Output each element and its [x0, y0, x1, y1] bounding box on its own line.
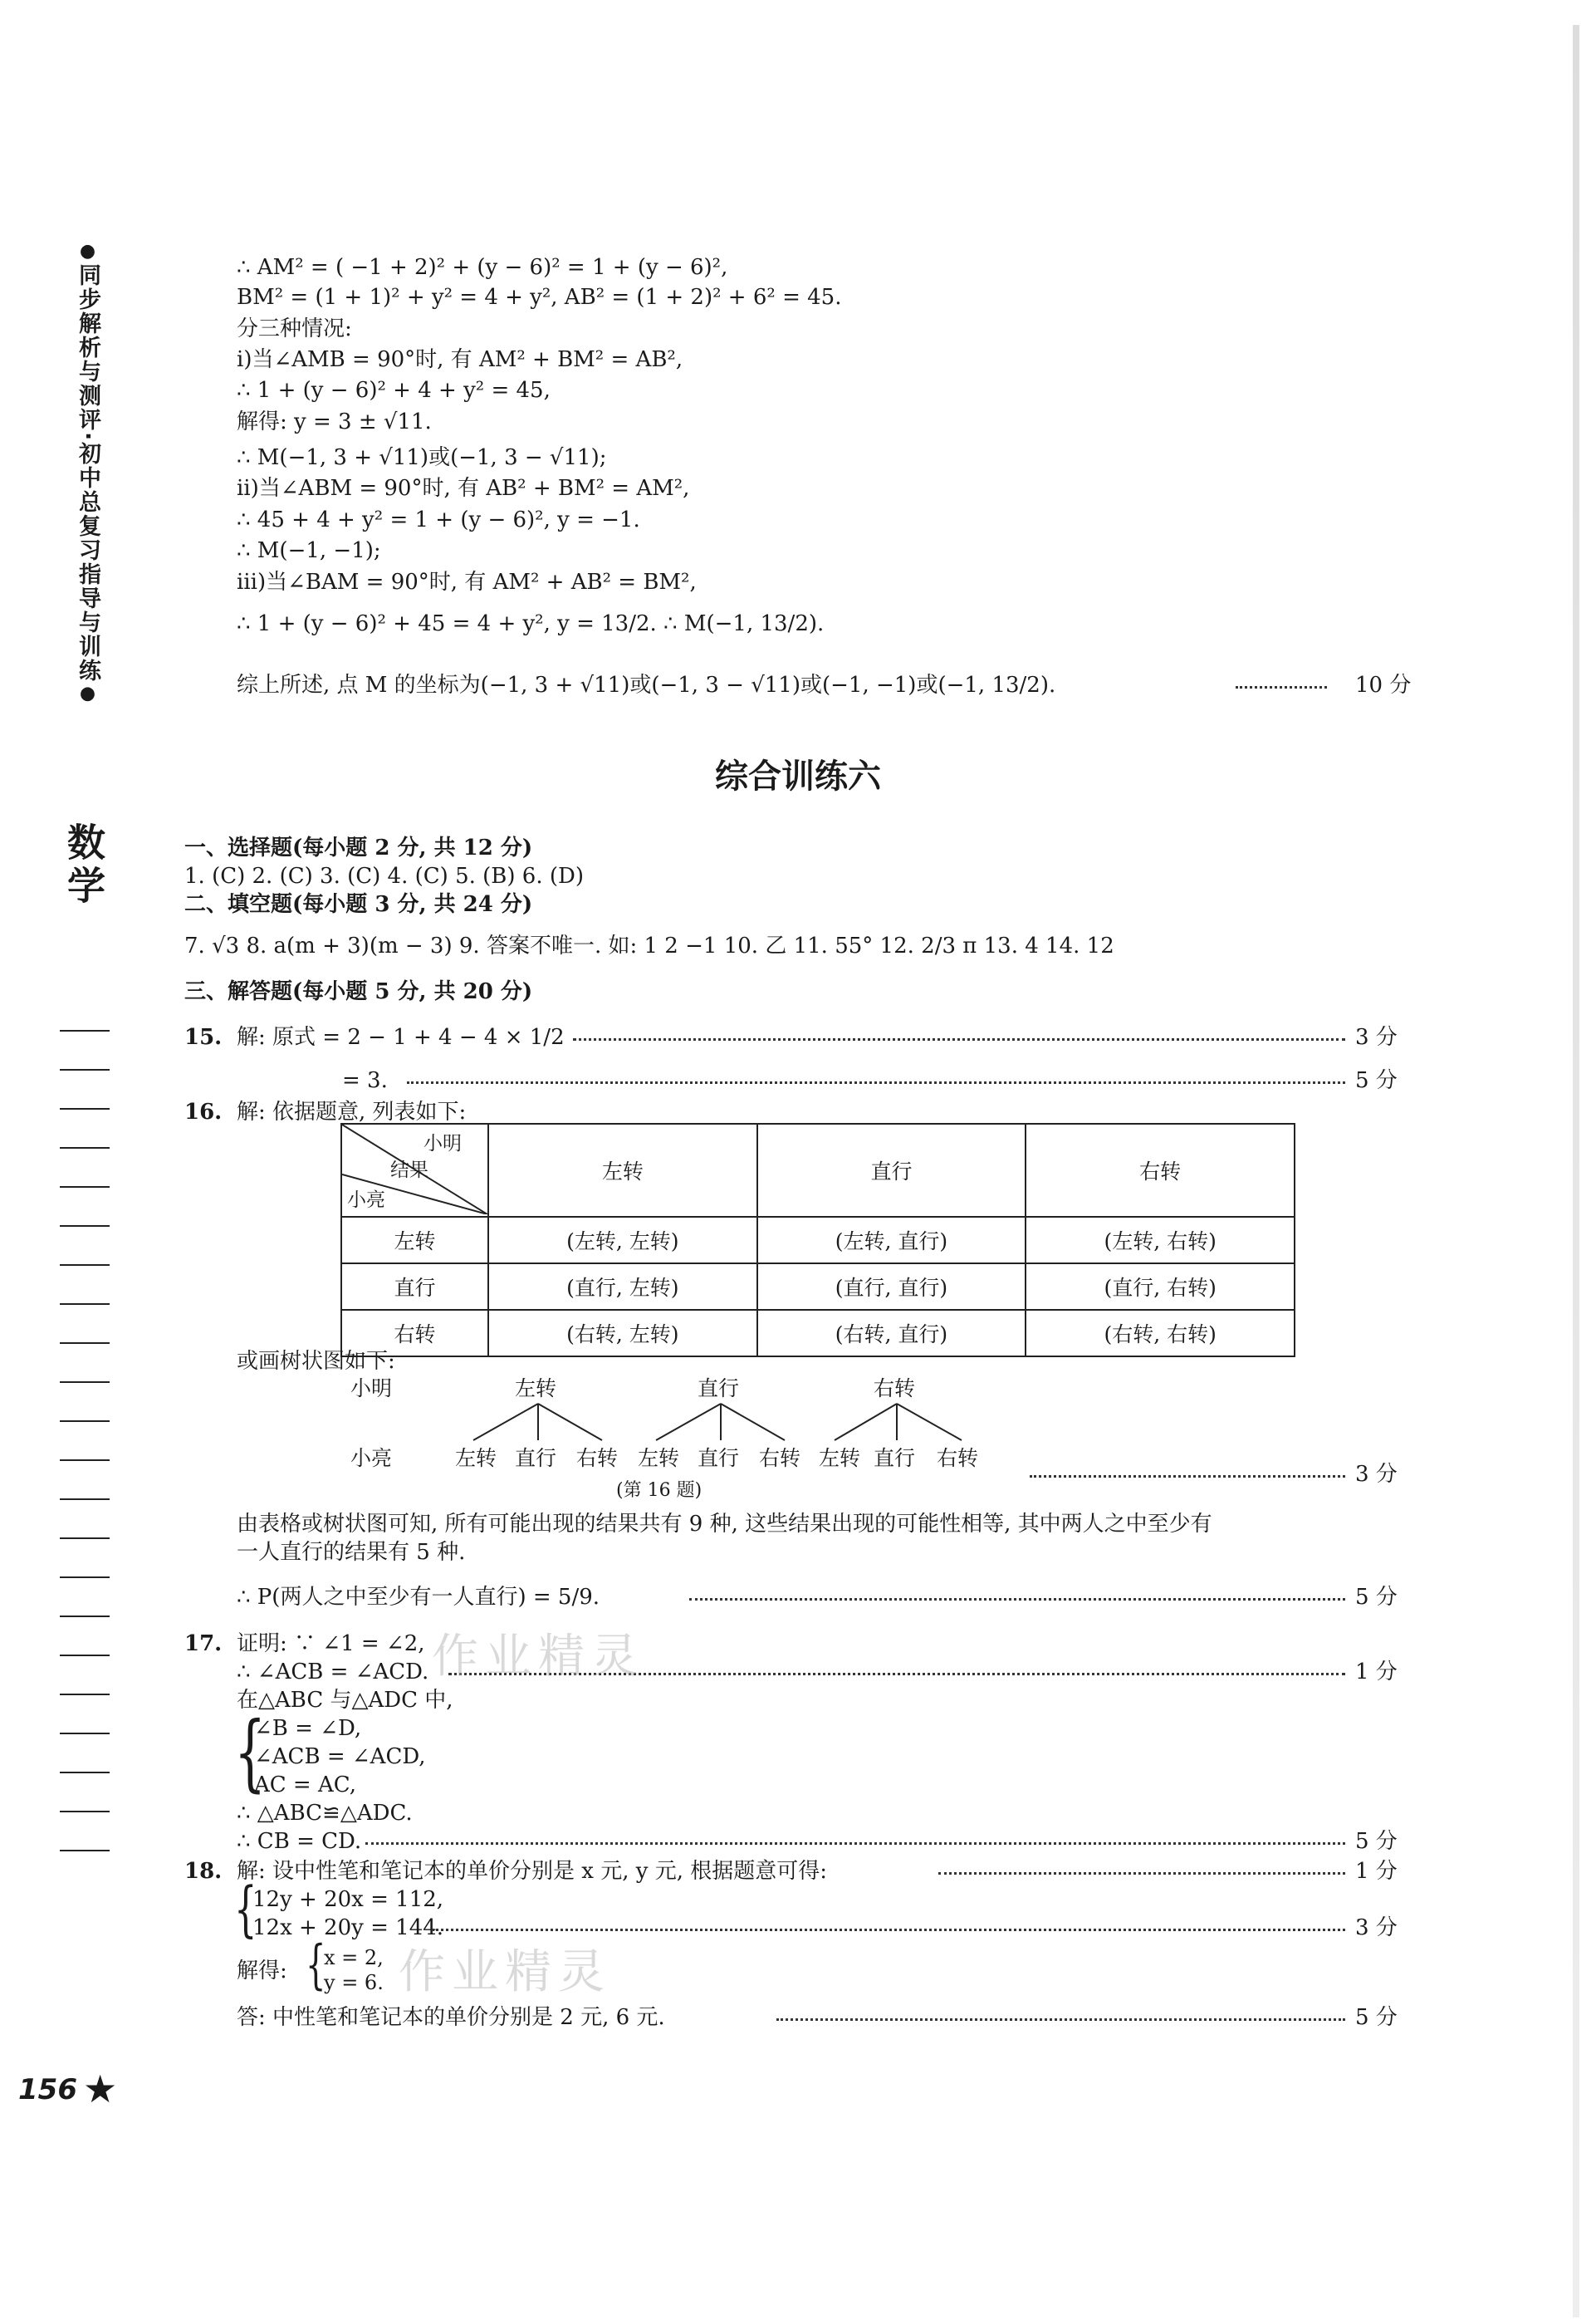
margin-rule [60, 1811, 110, 1812]
solution-line: 在△ABC 与△ADC 中, [237, 1688, 453, 1713]
margin-rule [60, 1420, 110, 1422]
table-cell: (左转, 左转) [488, 1217, 757, 1263]
table-cell: (左转, 右转) [1026, 1217, 1295, 1263]
score-label: 1 分 [1355, 1660, 1398, 1684]
tree-node: 右转 [874, 1376, 916, 1400]
column-header: 直行 [757, 1124, 1026, 1217]
tree-level-label: 小明 [350, 1376, 393, 1400]
score-leader [938, 1872, 1345, 1875]
row-header: 右转 [341, 1310, 488, 1356]
solution-line: ⅱ)当∠ABM = 90°时, 有 AB² + BM² = AM², [237, 476, 690, 501]
solution-line: BM² = (1 + 1)² + y² = 4 + y², AB² = (1 + 2)² + 6² = 45. [237, 285, 842, 310]
solution-line: 证明: ∵ ∠1 = ∠2, [237, 1631, 425, 1656]
table-row [341, 1263, 1295, 1310]
spine-title [73, 241, 101, 705]
margin-rule [60, 1225, 110, 1227]
margin-rule [60, 1694, 110, 1695]
branch-line [835, 1404, 897, 1440]
score-leader [365, 1842, 1345, 1845]
margin-rule [60, 1186, 110, 1188]
question-number: 16. [184, 1100, 223, 1125]
question-number: 17. [184, 1631, 223, 1656]
margin-rule [60, 1772, 110, 1773]
margin-rule [60, 1733, 110, 1734]
tree-leaf: 直行 [515, 1446, 557, 1470]
score-label: 5 分 [1355, 2005, 1398, 2030]
table-row [341, 1310, 1295, 1356]
brace-icon: { [234, 1874, 257, 1944]
score-label: 5 分 [1355, 1585, 1398, 1610]
solution-line: 或画树状图如下: [237, 1349, 395, 1374]
part-heading: 二、填空题(每小题 3 分, 共 24 分) [184, 892, 533, 917]
score-label: 1 分 [1355, 1859, 1398, 1884]
branch-line [473, 1404, 538, 1440]
answer-line: 7. √3 8. a(m + 3)(m − 3) 9. 答案不唯一. 如: 1 2 −1 10. 乙 11. 55° 12. 2/3 π 13. 4 14. 12 [184, 934, 1114, 959]
score-leader [689, 1598, 1345, 1601]
margin-rule [60, 1616, 110, 1617]
subject-label: 数学 [61, 822, 106, 909]
solution-line: 综上所述, 点 M 的坐标为(−1, 3 + √11)或(−1, 3 − √11)或(−1, −1)或(−1, 13/2). [237, 673, 1056, 698]
score-label: 3 分 [1355, 1915, 1398, 1940]
corner-label-top: 小明 [423, 1133, 462, 1155]
question-number: 15. [184, 1025, 223, 1050]
column-header: 左转 [488, 1124, 757, 1217]
brace-icon: { [306, 1934, 326, 1996]
tree-leaf: 右转 [759, 1446, 801, 1470]
solution-line: 解: 原式 = 2 − 1 + 4 − 4 × 1/2 [237, 1025, 565, 1050]
tree-diagram [349, 1372, 1096, 1472]
margin-rule [60, 1069, 110, 1071]
score-leader [1236, 686, 1327, 689]
margin-rule [60, 1850, 110, 1851]
section-title: 综合训练六 [715, 758, 881, 796]
margin-rule [60, 1030, 110, 1032]
solution-line: 分三种情况: [237, 316, 352, 341]
tree-node: 左转 [515, 1376, 557, 1400]
equation-line: 12y + 20x = 112, [252, 1887, 444, 1912]
solution-line: ∴ △ABC≌△ADC. [237, 1801, 413, 1826]
column-header: 右转 [1026, 1124, 1295, 1217]
bullet-icon: ● [77, 241, 98, 263]
margin-rule [60, 1264, 110, 1266]
solution-line: ∴ 1 + (y − 6)² + 45 = 4 + y², y = 13/2. ∴ M(−1, 13/2). [237, 611, 825, 636]
margin-rule [60, 1498, 110, 1500]
table-cell: (右转, 左转) [488, 1310, 757, 1356]
tree-node: 直行 [698, 1376, 740, 1400]
solution-line: AC = AC, [254, 1772, 356, 1797]
solution-line: ∠ACB = ∠ACD, [254, 1744, 426, 1769]
solution-line: 解得: [237, 1959, 287, 1983]
margin-rule [60, 1147, 110, 1149]
tree-leaf: 直行 [698, 1446, 740, 1470]
row-header: 直行 [341, 1263, 488, 1310]
corner-label-mid: 结果 [390, 1160, 428, 1181]
score-leader [407, 1081, 1345, 1084]
table-cell: (右转, 直行) [757, 1310, 1026, 1356]
score-leader [573, 1038, 1345, 1041]
row-header: 左转 [341, 1217, 488, 1263]
solution-line: ∴ M(−1, −1); [237, 538, 381, 563]
margin-rule [60, 1459, 110, 1461]
solution-line: 一人直行的结果有 5 种. [237, 1540, 466, 1565]
part-heading: 三、解答题(每小题 5 分, 共 20 分) [184, 979, 533, 1004]
page-edge [1573, 25, 1579, 2317]
tree-leaf: 右转 [576, 1446, 619, 1470]
table-row [341, 1217, 1295, 1263]
solution-line: 解: 依据题意, 列表如下: [237, 1100, 467, 1125]
margin-rule [60, 1381, 110, 1383]
table-cell: (左转, 直行) [757, 1217, 1026, 1263]
equation-line: x = 2, [324, 1946, 384, 1969]
table-cell: (直行, 直行) [757, 1263, 1026, 1310]
score-leader [776, 2018, 1345, 2021]
star-icon: ★ [83, 2067, 118, 2111]
solution-line: ∴ AM² = ( −1 + 2)² + (y − 6)² = 1 + (y − 6)², [237, 255, 728, 280]
margin-rule [60, 1576, 110, 1578]
solution-line: 由表格或树状图可知, 所有可能出现的结果共有 9 种, 这些结果出现的可能性相等, 其中两人之中至少有 [237, 1512, 1212, 1537]
score-label: 5 分 [1355, 1829, 1398, 1854]
solution-line: 解: 设中性笔和笔记本的单价分别是 x 元, y 元, 根据题意可得: [237, 1859, 827, 1884]
solution-line: 答: 中性笔和笔记本的单价分别是 2 元, 6 元. [237, 2005, 665, 2030]
solution-line: ∴ 1 + (y − 6)² + 4 + y² = 45, [237, 378, 551, 403]
solution-line: = 3. [342, 1068, 388, 1093]
score-label: 3 分 [1355, 1462, 1398, 1487]
margin-rule [60, 1108, 110, 1110]
solution-line: ∴ M(−1, 3 + √11)或(−1, 3 − √11); [237, 445, 607, 470]
tree-leaf: 左转 [819, 1446, 861, 1470]
equation-line: y = 6. [324, 1971, 384, 1994]
page-number: 156 [18, 2073, 77, 2106]
solution-line: ⅲ)当∠BAM = 90°时, 有 AM² + AB² = BM², [237, 570, 697, 595]
branch-line [656, 1404, 721, 1440]
table-cell: (直行, 左转) [488, 1263, 757, 1310]
tree-level-label: 小亮 [350, 1446, 393, 1470]
branch-line [721, 1404, 785, 1440]
equation-line: 12x + 20y = 144. [252, 1915, 444, 1940]
solution-line: ∴ CB = CD. [237, 1829, 362, 1854]
tree-leaf: 左转 [638, 1446, 680, 1470]
table-corner-cell [341, 1124, 488, 1217]
solution-line: ⅰ)当∠AMB = 90°时, 有 AM² + BM² = AB², [237, 347, 683, 372]
answer-line: 1. (C) 2. (C) 3. (C) 4. (C) 5. (B) 6. (D) [184, 864, 584, 889]
figure-caption: (第 16 题) [616, 1480, 703, 1501]
solution-line: ∴ ∠ACB = ∠ACD. [237, 1660, 429, 1684]
margin-rule [60, 1655, 110, 1656]
score-label: 5 分 [1355, 1068, 1398, 1093]
solution-line: 解得: y = 3 ± √11. [237, 409, 432, 434]
score-leader [1030, 1475, 1345, 1478]
part-heading: 一、选择题(每小题 2 分, 共 12 分) [184, 836, 533, 860]
watermark: 作业精灵 [399, 1945, 611, 1999]
branch-line [538, 1404, 602, 1440]
table-cell: (右转, 右转) [1026, 1310, 1295, 1356]
margin-rule [60, 1303, 110, 1305]
margin-rule [60, 1342, 110, 1344]
branch-line [897, 1404, 962, 1440]
watermark: 作业精灵 [432, 1630, 644, 1684]
solution-line: ∴ P(两人之中至少有一人直行) = 5/9. [237, 1585, 600, 1610]
outcome-table [340, 1123, 1295, 1357]
table-cell: (直行, 右转) [1026, 1263, 1295, 1310]
bullet-icon: ● [77, 683, 98, 706]
brace-icon: { [234, 1704, 267, 1801]
tree-leaf: 直行 [874, 1446, 916, 1470]
margin-rule [60, 1537, 110, 1539]
series-title: 同步解析与测评·初中总复习指导与训练 [75, 263, 100, 684]
corner-label-bottom: 小亮 [347, 1189, 385, 1211]
solution-line: ∠B = ∠D, [254, 1716, 362, 1741]
score-label: 10 分 [1355, 673, 1412, 698]
score-label: 3 分 [1355, 1025, 1398, 1050]
question-number: 18. [184, 1859, 223, 1884]
solution-line: ∴ 45 + 4 + y² = 1 + (y − 6)², y = −1. [237, 507, 640, 532]
tree-leaf: 右转 [937, 1446, 979, 1470]
tree-leaf: 左转 [455, 1446, 497, 1470]
score-leader [432, 1929, 1345, 1931]
